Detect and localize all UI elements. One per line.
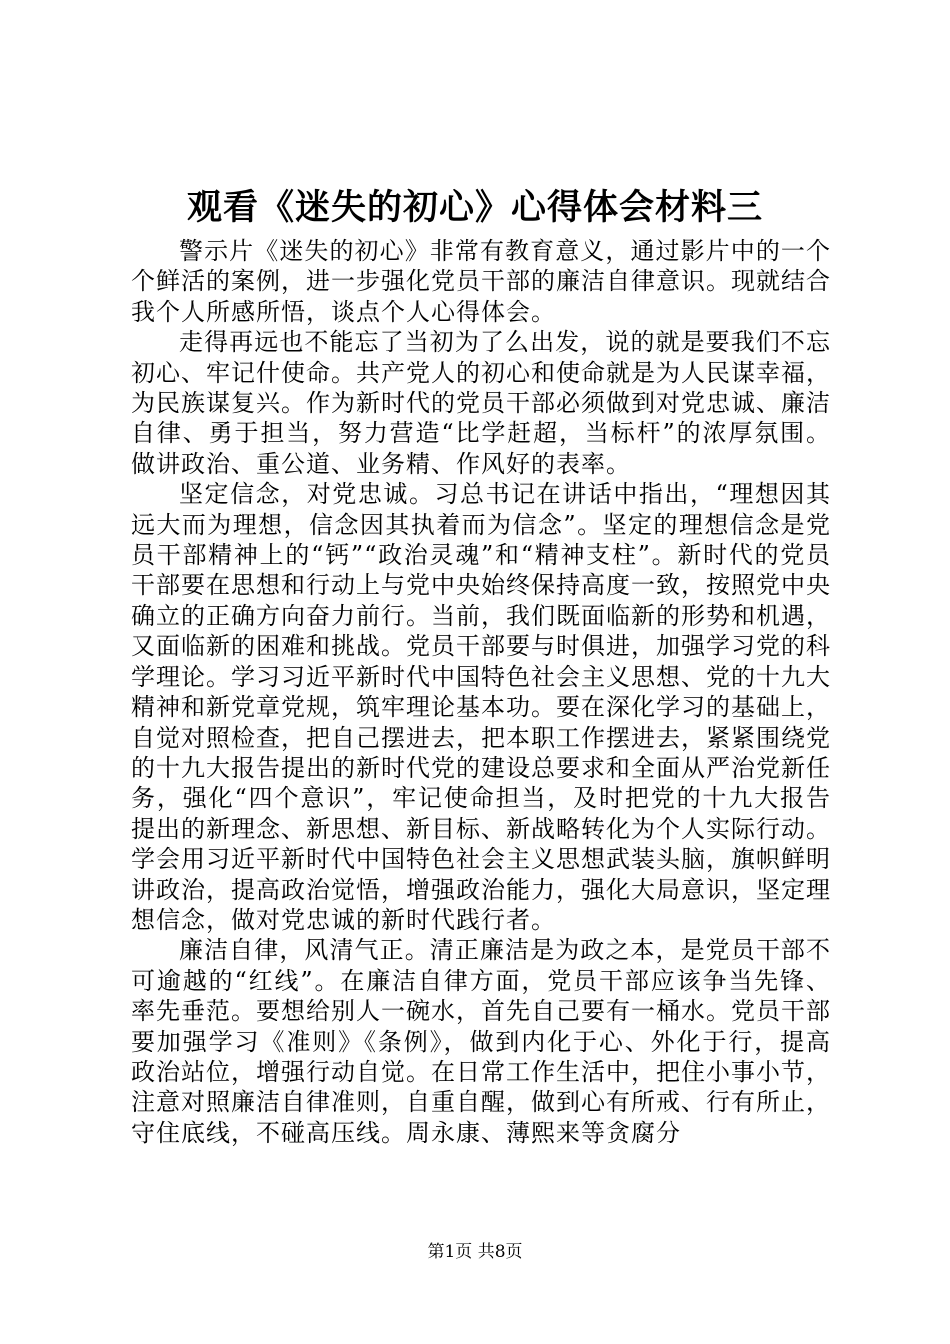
- page-number-indicator: 第1页 共8页: [427, 1242, 523, 1262]
- paragraph-original-mission: 走得再远也不能忘了当初为了么出发，说的就是要我们不忘初心、牢记什使命。共产党人的初心和使命就是为人民谋幸福，为民族谋复兴。作为新时代的党员干部必须做到对党忠诚、廉洁自律、勇于担当，努力营造“比学赶超，当标杆”的浓厚氛围。做讲政治、重公道、业务精、作风好的表率。: [131, 328, 831, 478]
- paragraph-intro: 警示片《迷失的初心》非常有教育意义，通过影片中的一个个鲜活的案例，进一步强化党员干部的廉洁自律意识。现就结合我个人所感所悟，谈点个人心得体会。: [131, 237, 831, 326]
- paragraph-firm-belief: 坚定信念，对党忠诚。习总书记在讲话中指出，“理想因其远大而为理想，信念因其执着而为信念”。坚定的理想信念是党员干部精神上的“钙”“政治灵魂”和“精神支柱”。新时代的党员干部要在思想和行动上与党中央始终保持高度一致，按照党中央确立的正确方向奋力前行。当前，我们既面临新的形势和机遇，又面临新的困难和挑战。党员干部要与时俱进，加强学习党的科学理论。学习习近平新时代中国特色社会主义思想、党的十九大精神和新党章党规，筑牢理论基本功。要在深化学习的基础上，自觉对照检查，把自己摆进去，把本职工作摆进去，紧紧围绕党的十九大报告提出的新时代党的建设总要求和全面从严治党新任务，强化“四个意识”，牢记使命担当，及时把党的十九大报告提出的新理念、新思想、新目标、新战略转化为个人实际行动。学会用习近平新时代中国特色社会主义思想武装头脑，旗帜鲜明讲政治，提高政治觉悟，增强政治能力，强化大局意识，坚定理想信念，做对党忠诚的新时代践行者。: [131, 480, 831, 934]
- document-title: 观看《迷失的初心》心得体会材料三: [186, 187, 763, 228]
- document-body: [131, 236, 831, 1148]
- page-footer: [0, 1240, 950, 1264]
- paragraph-integrity: 廉洁自律，风清气正。清正廉洁是为政之本，是党员干部不可逾越的“红线”。在廉洁自律方面，党员干部应该争当先锋、率先垂范。要想给别人一碗水，首先自己要有一桶水。党员干部要加强学习《准则》《条例》，做到内化于心、外化于行，提高政治站位，增强行动自觉。在日常工作生活中，把住小事小节，注意对照廉洁自律准则，自重自醒，做到心有所戒、行有所止，守住底线，不碰高压线。周永康、薄熙来等贪腐分: [131, 936, 831, 1147]
